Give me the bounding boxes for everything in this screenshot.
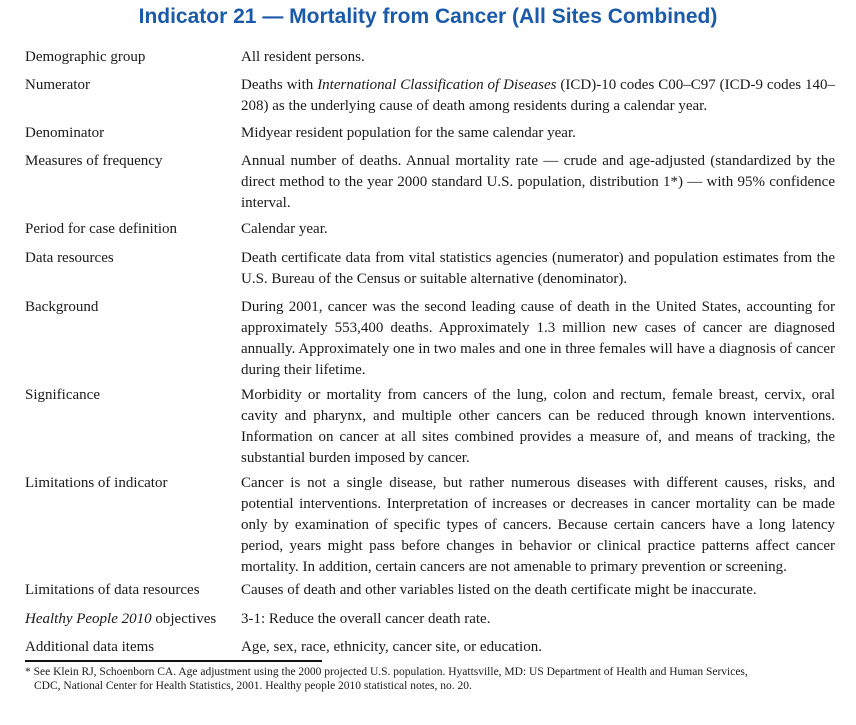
row-value	[241, 75, 835, 117]
row-label: Data resources	[25, 250, 114, 266]
footnote-line: CDC, National Center for Health Statistics, 2001. Healthy people 2010 statistical notes, no. 20.	[34, 680, 472, 692]
row-measures-of-frequency	[25, 151, 835, 214]
footnote-divider	[25, 660, 322, 662]
row-healthy-people-objectives	[25, 609, 835, 630]
row-label: Period for case definition	[25, 221, 178, 237]
row-label: Demographic group	[25, 49, 146, 65]
row-label: Numerator	[25, 77, 90, 93]
row-data-resources	[25, 248, 835, 290]
row-label: Denominator	[25, 125, 105, 141]
page-title: Indicator 21 — Mortality from Cancer (All Sites Combined)	[138, 5, 718, 28]
row-numerator	[25, 75, 835, 117]
label-italic: Healthy People 2010	[25, 611, 152, 627]
row-value: Death certificate data from vital statistics agencies (numerator) and population estimates from the U.S. Bureau of the Census or suitable alternative (denominator).	[241, 250, 835, 287]
value-italic: International Classification of Diseases	[317, 77, 557, 93]
row-value: Age, sex, race, ethnicity, cancer site, or education.	[241, 639, 542, 655]
row-label: Limitations of indicator	[25, 475, 168, 491]
row-value: Morbidity or mortality from cancers of the lung, colon and rectum, female breast, cervix, oral cavity and pharynx, and multiple other cancers can be reduced through known interventions. Information on cancer at all sites combined provides a measure of, and means of tracking, the substantial burden imposed by cancer.	[241, 387, 835, 466]
row-label: Background	[25, 299, 99, 315]
label-text: objectives	[151, 611, 217, 627]
footnote	[25, 665, 835, 693]
row-label: Measures of frequency	[25, 153, 163, 169]
row-value: Causes of death and other variables listed on the death certificate might be inaccurate.	[241, 582, 757, 598]
value-text: (ICD)-10 codes C00–C97 (ICD-9 codes 140–208) as the underlying cause of death among residents during a calendar year.	[241, 77, 835, 114]
row-value: During 2001, cancer was the second leading cause of death in the United States, accounting for approximately 553,400 deaths. Approximately 1.3 million new cases of cancer are diagnosed annually. Approximately one in two males and one in three females will have a diagnosis of cancer during their lifetime.	[241, 299, 835, 378]
row-demographic-group	[25, 47, 835, 68]
row-limitations-of-indicator	[25, 473, 835, 578]
row-period	[25, 219, 835, 240]
row-value: All resident persons.	[241, 49, 365, 65]
row-label	[25, 609, 235, 630]
row-value: Cancer is not a single disease, but rather numerous diseases with different causes, risks, and potential interventions. Interpretation of increases or decreases in cancer mortality can be made only by examination of specific types of cancers. Because certain cancers have a long latency period, years might pass before changes in behavior or clinical practice patterns affect cancer mortality. In addition, certain cancers are not amenable to primary prevention or screening.	[241, 475, 835, 575]
row-label: Limitations of data resources	[25, 582, 200, 598]
row-denominator	[25, 123, 835, 144]
footnote-line: * See Klein RJ, Schoenborn CA. Age adjustment using the 2000 projected U.S. population. Hyattsville, MD: US Department of Health and Human Services,	[25, 666, 748, 678]
row-limitations-of-data	[25, 580, 835, 601]
value-text: Deaths with	[241, 77, 318, 93]
row-value: 3-1: Reduce the overall cancer death rate.	[241, 611, 491, 627]
row-significance	[25, 385, 835, 469]
row-label: Additional data items	[25, 639, 155, 655]
row-label: Significance	[25, 387, 100, 403]
row-background	[25, 297, 835, 381]
row-value: Annual number of deaths. Annual mortality rate — crude and age-adjusted (standardized by the direct method to the year 2000 standard U.S. population, distribution 1*) — with 95% confidence interval.	[241, 153, 835, 211]
row-value: Midyear resident population for the same calendar year.	[241, 125, 576, 141]
row-value: Calendar year.	[241, 221, 328, 237]
row-additional-data-items	[25, 637, 835, 658]
